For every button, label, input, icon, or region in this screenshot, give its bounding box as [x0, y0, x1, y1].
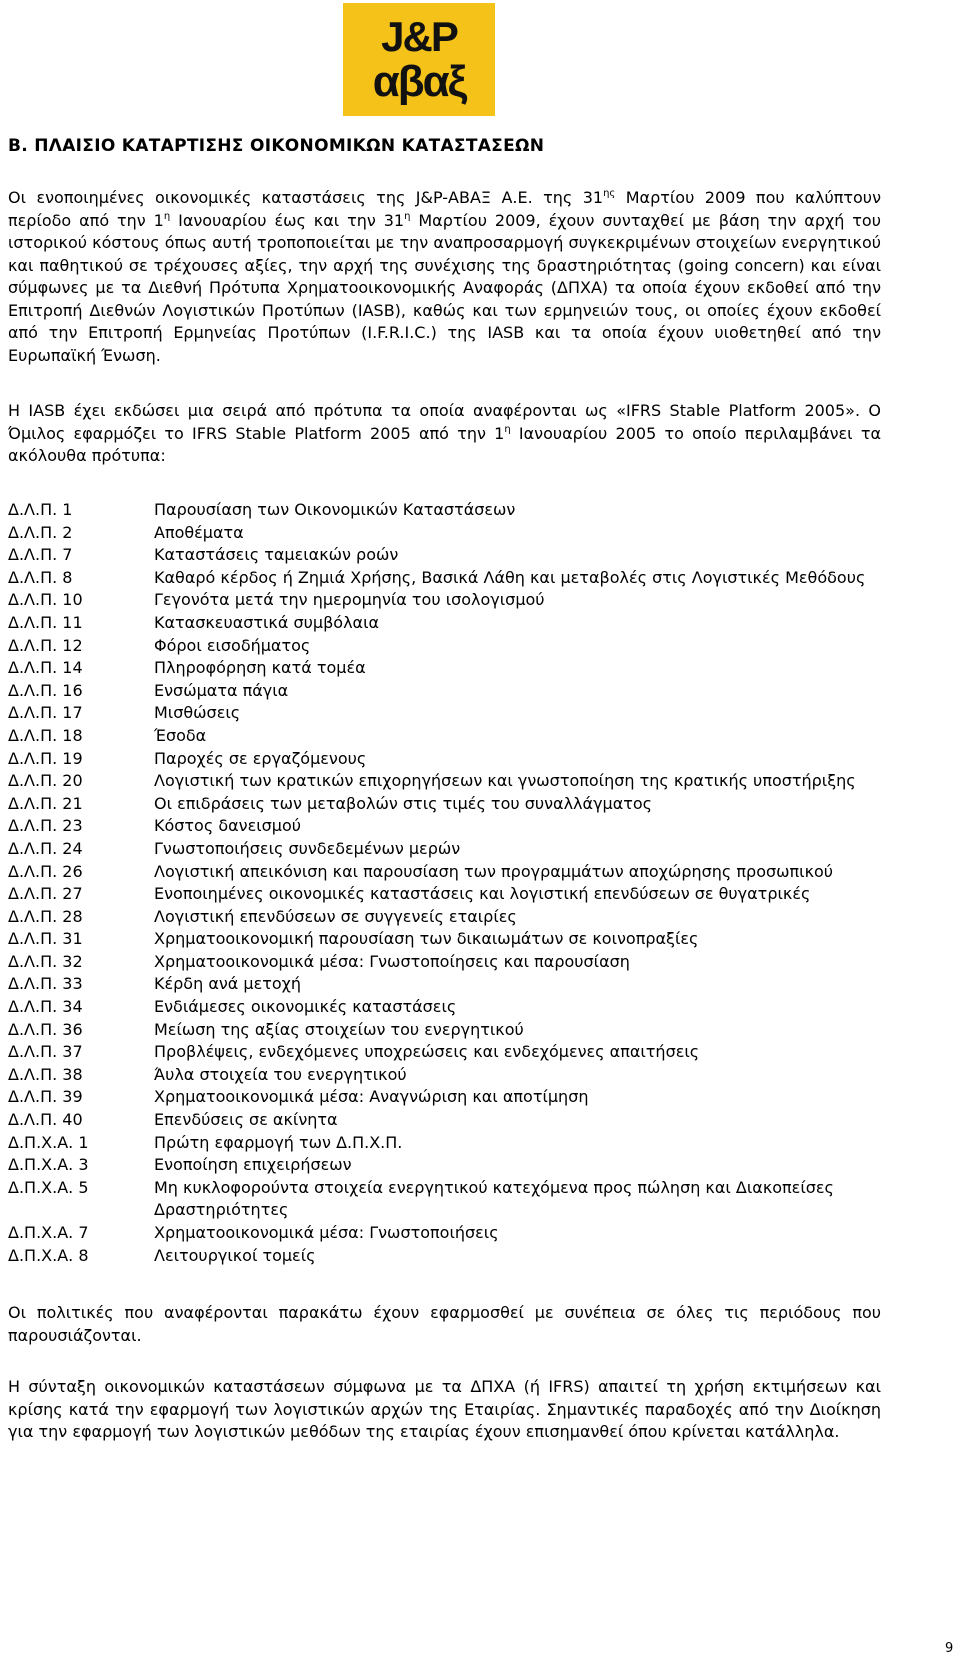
- standard-row: [8, 748, 908, 771]
- standard-row: [8, 1177, 908, 1222]
- standard-code: Δ.Λ.Π. 19: [8, 748, 83, 768]
- standard-row: [8, 589, 908, 612]
- standard-code: Δ.Λ.Π. 39: [8, 1087, 83, 1107]
- standard-row: [8, 1245, 908, 1268]
- standard-row: [8, 680, 908, 703]
- standard-row: [8, 793, 908, 816]
- standard-title: Χρηματοοικονομικά μέσα: Αναγνώριση και αποτίμηση: [154, 1087, 589, 1107]
- standard-row: [8, 770, 908, 793]
- standard-row: [8, 499, 908, 522]
- standard-code: Δ.Λ.Π. 7: [8, 545, 73, 565]
- standard-title: Λειτουργικοί τομείς: [154, 1245, 316, 1265]
- standard-code: Δ.Λ.Π. 27: [8, 884, 83, 904]
- standard-code: Δ.Λ.Π. 11: [8, 612, 83, 632]
- standard-code: Δ.Λ.Π. 1: [8, 500, 73, 519]
- standard-title: Κατασκευαστικά συμβόλαια: [154, 612, 380, 632]
- standard-row: [8, 883, 908, 906]
- standard-code: Δ.Λ.Π. 2: [8, 522, 73, 542]
- standard-code: Δ.Λ.Π. 28: [8, 906, 83, 926]
- standard-title: Λογιστική απεικόνιση και παρουσίαση των προγραμμάτων αποχώρησης προσωπικού: [154, 861, 834, 881]
- standard-code: Δ.Λ.Π. 20: [8, 771, 83, 791]
- standard-row: [8, 861, 908, 884]
- standard-row: [8, 725, 908, 748]
- standard-row: [8, 657, 908, 680]
- standard-title: Γεγονότα μετά την ημερομηνία του ισολογισμού: [154, 590, 545, 610]
- standard-code: Δ.Λ.Π. 18: [8, 725, 83, 745]
- standard-code: Δ.Λ.Π. 17: [8, 703, 83, 723]
- logo-line-1: J&P: [381, 12, 457, 60]
- standard-title: Προβλέψεις, ενδεχόμενες υποχρεώσεις και ενδεχόμενες απαιτήσεις: [154, 1042, 700, 1062]
- standard-title: Γνωστοποιήσεις συνδεδεμένων μερών: [154, 838, 461, 858]
- standard-title: Ενοποίηση επιχειρήσεων: [154, 1155, 352, 1175]
- standard-row: [8, 612, 908, 635]
- standard-title: Λογιστική των κρατικών επιχορηγήσεων και γνωστοποίηση της κρατικής υποστήριξης: [154, 771, 856, 791]
- standard-row: [8, 838, 908, 861]
- standard-row: [8, 1222, 908, 1245]
- standard-title: Λογιστική επενδύσεων σε συγγενείς εταιρίες: [154, 906, 517, 926]
- standard-code: Δ.Λ.Π. 12: [8, 635, 83, 655]
- intro-text-1: Οι ενοποιημένες οικονομικές καταστάσεις της J&P-ΑΒΑΞ Α.Ε. της 31: [8, 188, 604, 207]
- standard-code: Δ.Λ.Π. 26: [8, 861, 83, 881]
- standard-row: [8, 1019, 908, 1042]
- standard-title: Χρηματοοικονομικά μέσα: Γνωστοποιήσεις: [154, 1223, 499, 1242]
- standard-row: [8, 544, 908, 567]
- standard-title: Μείωση της αξίας στοιχείων του ενεργητικού: [154, 1019, 524, 1039]
- standard-row: [8, 1132, 908, 1155]
- standard-code: Δ.Λ.Π. 32: [8, 951, 83, 971]
- standard-title: Ενοποιημένες οικονομικές καταστάσεις και λογιστική επενδύσεων σε θυγατρικές: [154, 884, 811, 904]
- intro-text-2: Μαρτίου 2009 που καλύπτουν περίοδο από την 1: [8, 188, 882, 230]
- standard-title: Κέρδη ανά μετοχή: [154, 974, 302, 994]
- standard-code: Δ.Λ.Π. 10: [8, 590, 83, 610]
- standard-row: [8, 702, 908, 725]
- page-number: 9: [945, 1641, 954, 1656]
- intro-sup-3: η: [404, 210, 411, 222]
- standard-row: [8, 973, 908, 996]
- standard-row: [8, 815, 908, 838]
- ifrs-platform-paragraph: [8, 400, 881, 468]
- standards-list: [8, 499, 908, 1267]
- standard-title: Πρώτη εφαρμογή των Δ.Π.Χ.Π.: [154, 1132, 403, 1152]
- standard-code: Δ.Λ.Π. 23: [8, 816, 83, 836]
- standard-title: Ενδιάμεσες οικονομικές καταστάσεις: [154, 997, 457, 1017]
- standard-row: [8, 996, 908, 1019]
- standard-row: [8, 928, 908, 951]
- standard-code: Δ.Λ.Π. 37: [8, 1042, 83, 1062]
- standard-row: [8, 1086, 908, 1109]
- standard-row: [8, 951, 908, 974]
- intro-sup-1: ης: [603, 188, 616, 199]
- standard-title: Χρηματοοικονομικά μέσα: Γνωστοποίησεις και παρουσίαση: [154, 951, 630, 971]
- standard-title: Καθαρό κέρδος ή Ζημιά Χρήσης, Βασικά Λάθη και μεταβολές στις Λογιστικές Μεθόδους: [154, 567, 866, 587]
- standard-code: Δ.Λ.Π. 8: [8, 567, 73, 587]
- standard-row: [8, 522, 908, 545]
- standard-title: Πληροφόρηση κατά τομέα: [154, 658, 366, 678]
- intro-text-3: Ιανουαρίου έως και την 31: [170, 210, 405, 230]
- standard-title: Κόστος δανεισμού: [154, 816, 302, 836]
- standard-code: Δ.Λ.Π. 14: [8, 658, 83, 678]
- ifrs-text-1: Η IASB έχει εκδώσει μια σειρά από πρότυπα τα οποία αναφέρονται ως «IFRS Stable Platform 2005». Ο Όμιλος εφαρμόζει το IFRS Stable Platform 2005 από την 1: [8, 401, 881, 443]
- standard-code: Δ.Π.Χ.Α. 5: [8, 1177, 89, 1197]
- standard-title: Επενδύσεις σε ακίνητα: [154, 1110, 338, 1130]
- standard-row: [8, 1154, 908, 1177]
- logo-line-2: αβαξ: [372, 56, 466, 106]
- standard-title: Οι επιδράσεις των μεταβολών στις τιμές του συναλλάγματος: [154, 793, 653, 813]
- standard-title: Ενσώματα πάγια: [154, 680, 289, 700]
- standard-code: Δ.Λ.Π. 40: [8, 1110, 83, 1130]
- standard-title: Καταστάσεις ταμειακών ροών: [154, 545, 399, 565]
- standard-code: Δ.Λ.Π. 36: [8, 1019, 83, 1039]
- standard-title: Χρηματοοικονομική παρουσίαση των δικαιωμάτων σε κοινοπραξίες: [154, 929, 699, 949]
- standard-title: Έσοδα: [154, 725, 207, 745]
- intro-text-4: Μαρτίου 2009, έχουν συνταχθεί με βάση την αρχή του ιστορικού κόστους όπως αυτή τροποποιείται με την αναπροσαρμογή συγκεκριμένων στοιχείων ενεργητικού και παθητικού σε τρέχουσες αξίες, την αρχή της συνέχισης της δραστηριότητας (going concern) και είναι σύμφωνες με τα Διεθνή Πρότυπα Χρηματοοικονομικής Αναφοράς (ΔΠΧΑ) τα οποία έχουν εκδοθεί από την Επιτροπή Διεθνών Λογιστικών Προτύπων (IASB), καθώς και των ερμηνειών τους, οι οποίες έχουν εκδοθεί από την Επιτροπή Ερμηνείας Προτύπων (I.F.R.I.C.) της IASB και τα οποία έχουν υιοθετηθεί από την Ευρωπαϊκή Ένωση.: [8, 210, 881, 365]
- standard-code: Δ.Λ.Π. 34: [8, 997, 83, 1017]
- standard-code: Δ.Λ.Π. 33: [8, 974, 83, 994]
- company-logo: [343, 3, 495, 116]
- standard-title: Αποθέματα: [154, 522, 244, 542]
- standard-title: Μισθώσεις: [154, 703, 241, 723]
- standard-title: Άυλα στοιχεία του ενεργητικού: [154, 1064, 407, 1084]
- standard-title: Παροχές σε εργαζόμενους: [154, 748, 367, 768]
- standard-row: [8, 1109, 908, 1132]
- ifrs-text-2: Ιανουαρίου 2005 το οποίο περιλαμβάνει τα ακόλουθα πρότυπα:: [8, 423, 881, 465]
- standard-title: Φόροι εισοδήματος: [154, 635, 311, 655]
- ifrs-sup-1: η: [504, 423, 511, 435]
- standard-row: [8, 567, 908, 590]
- standard-code: Δ.Λ.Π. 24: [8, 838, 83, 858]
- standard-code: Δ.Π.Χ.Α. 1: [8, 1132, 89, 1152]
- standard-row: [8, 635, 908, 658]
- standard-code: Δ.Λ.Π. 38: [8, 1064, 83, 1084]
- standard-code: Δ.Λ.Π. 21: [8, 793, 83, 813]
- standard-code: Δ.Π.Χ.Α. 3: [8, 1155, 89, 1175]
- intro-paragraph: [8, 187, 881, 367]
- section-heading: Β. ΠΛΑΙΣΙΟ ΚΑΤΑΡΤΙΣΗΣ ΟΙΚΟΝΟΜΙΚΩΝ ΚΑΤΑΣΤΑΣΕΩΝ: [8, 136, 545, 156]
- standard-code: Δ.Λ.Π. 31: [8, 929, 83, 949]
- standard-code: Δ.Λ.Π. 16: [8, 680, 83, 700]
- standard-code: Δ.Π.Χ.Α. 7: [8, 1223, 89, 1242]
- estimates-paragraph: Η σύνταξη οικονομικών καταστάσεων σύμφωνα με τα ΔΠΧΑ (ή IFRS) απαιτεί τη χρήση εκτιμήσεων και κρίσης κατά την εφαρμογή των λογιστικών αρχών της Εταιρίας. Σημαντικές παραδοχές από την Διοίκηση για την εφαρμογή των λογιστικών μεθόδων της εταιρίας έχουν επισημανθεί όπου κρίνεται κατάλληλα.: [8, 1377, 881, 1441]
- standard-row: [8, 906, 908, 929]
- standard-title: Μη κυκλοφορούντα στοιχεία ενεργητικού κατεχόμενα προς πώληση και Διακοπείσες Δραστηριότητες: [154, 1177, 834, 1220]
- standard-row: [8, 1064, 908, 1087]
- standard-title: Παρουσίαση των Οικονομικών Καταστάσεων: [154, 500, 516, 519]
- standard-row: [8, 1041, 908, 1064]
- policies-paragraph: Οι πολιτικές που αναφέρονται παρακάτω έχουν εφαρμοσθεί με συνέπεια σε όλες τις περιόδους που παρουσιάζονται.: [8, 1303, 881, 1345]
- intro-sup-2: η: [163, 210, 171, 222]
- standard-code: Δ.Π.Χ.Α. 8: [8, 1245, 89, 1265]
